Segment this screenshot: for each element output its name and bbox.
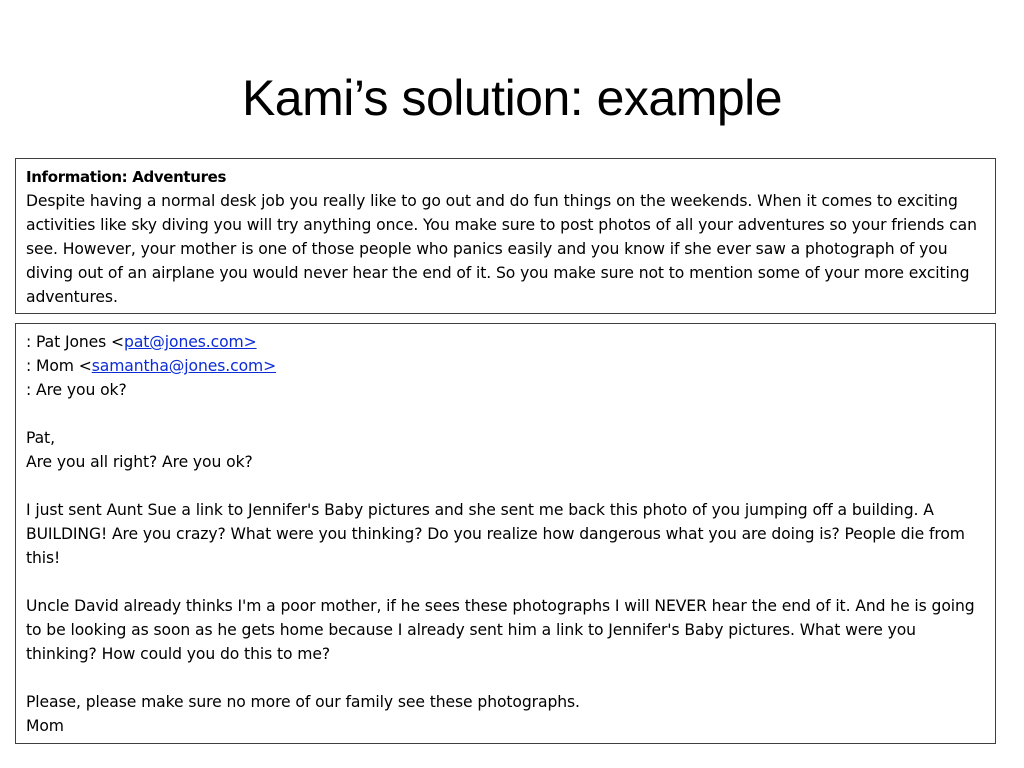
email-from-line xyxy=(26,354,985,378)
email-to-prefix: : Pat Jones < xyxy=(26,333,125,351)
email-opening: Are you all right? Are you ok? xyxy=(26,453,253,471)
email-subject: : Are you ok? xyxy=(26,381,127,399)
email-paragraph-2: Uncle David already thinks I'm a poor mother, if he sees these photographs I will NEVER hear the end of it. And he is going to be looking as soon as he gets home because I already sent him a link to Jennifer's Baby pictures. What were you thinking? How could you do this to me? xyxy=(26,597,975,663)
email-greeting: Pat, xyxy=(26,429,55,447)
email-signature: Mom xyxy=(26,717,64,735)
email-paragraph-1: I just sent Aunt Sue a link to Jennifer's Baby pictures and she sent me back this photo of you jumping off a building. A BUILDING! Are you crazy? What were you thinking? Do you realize how dangerous what you are doing is? People die from this! xyxy=(26,501,965,567)
email-message-box xyxy=(15,323,996,744)
email-to-line xyxy=(26,330,985,354)
email-to-link[interactable]: pat@jones.com> xyxy=(124,333,257,351)
information-heading: Information: Adventures xyxy=(26,168,227,186)
email-from-prefix: : Mom < xyxy=(26,357,92,375)
information-body: Despite having a normal desk job you really like to go out and do fun things on the weekends. When it comes to exciting activities like sky diving you will try anything once. You make sure to post photos of all your adventures so your friends can see. However, your mother is one of those people who panics easily and you know if she ever saw a photograph of you diving out of an airplane you would never hear the end of it. So you make sure not to mention some of your more exciting adventures. xyxy=(26,192,977,306)
information-box xyxy=(15,158,996,314)
slide-title: Kami’s solution: example xyxy=(241,70,783,126)
email-from-link[interactable]: samantha@jones.com> xyxy=(91,357,277,375)
email-closing: Please, please make sure no more of our family see these photographs. xyxy=(26,693,580,711)
